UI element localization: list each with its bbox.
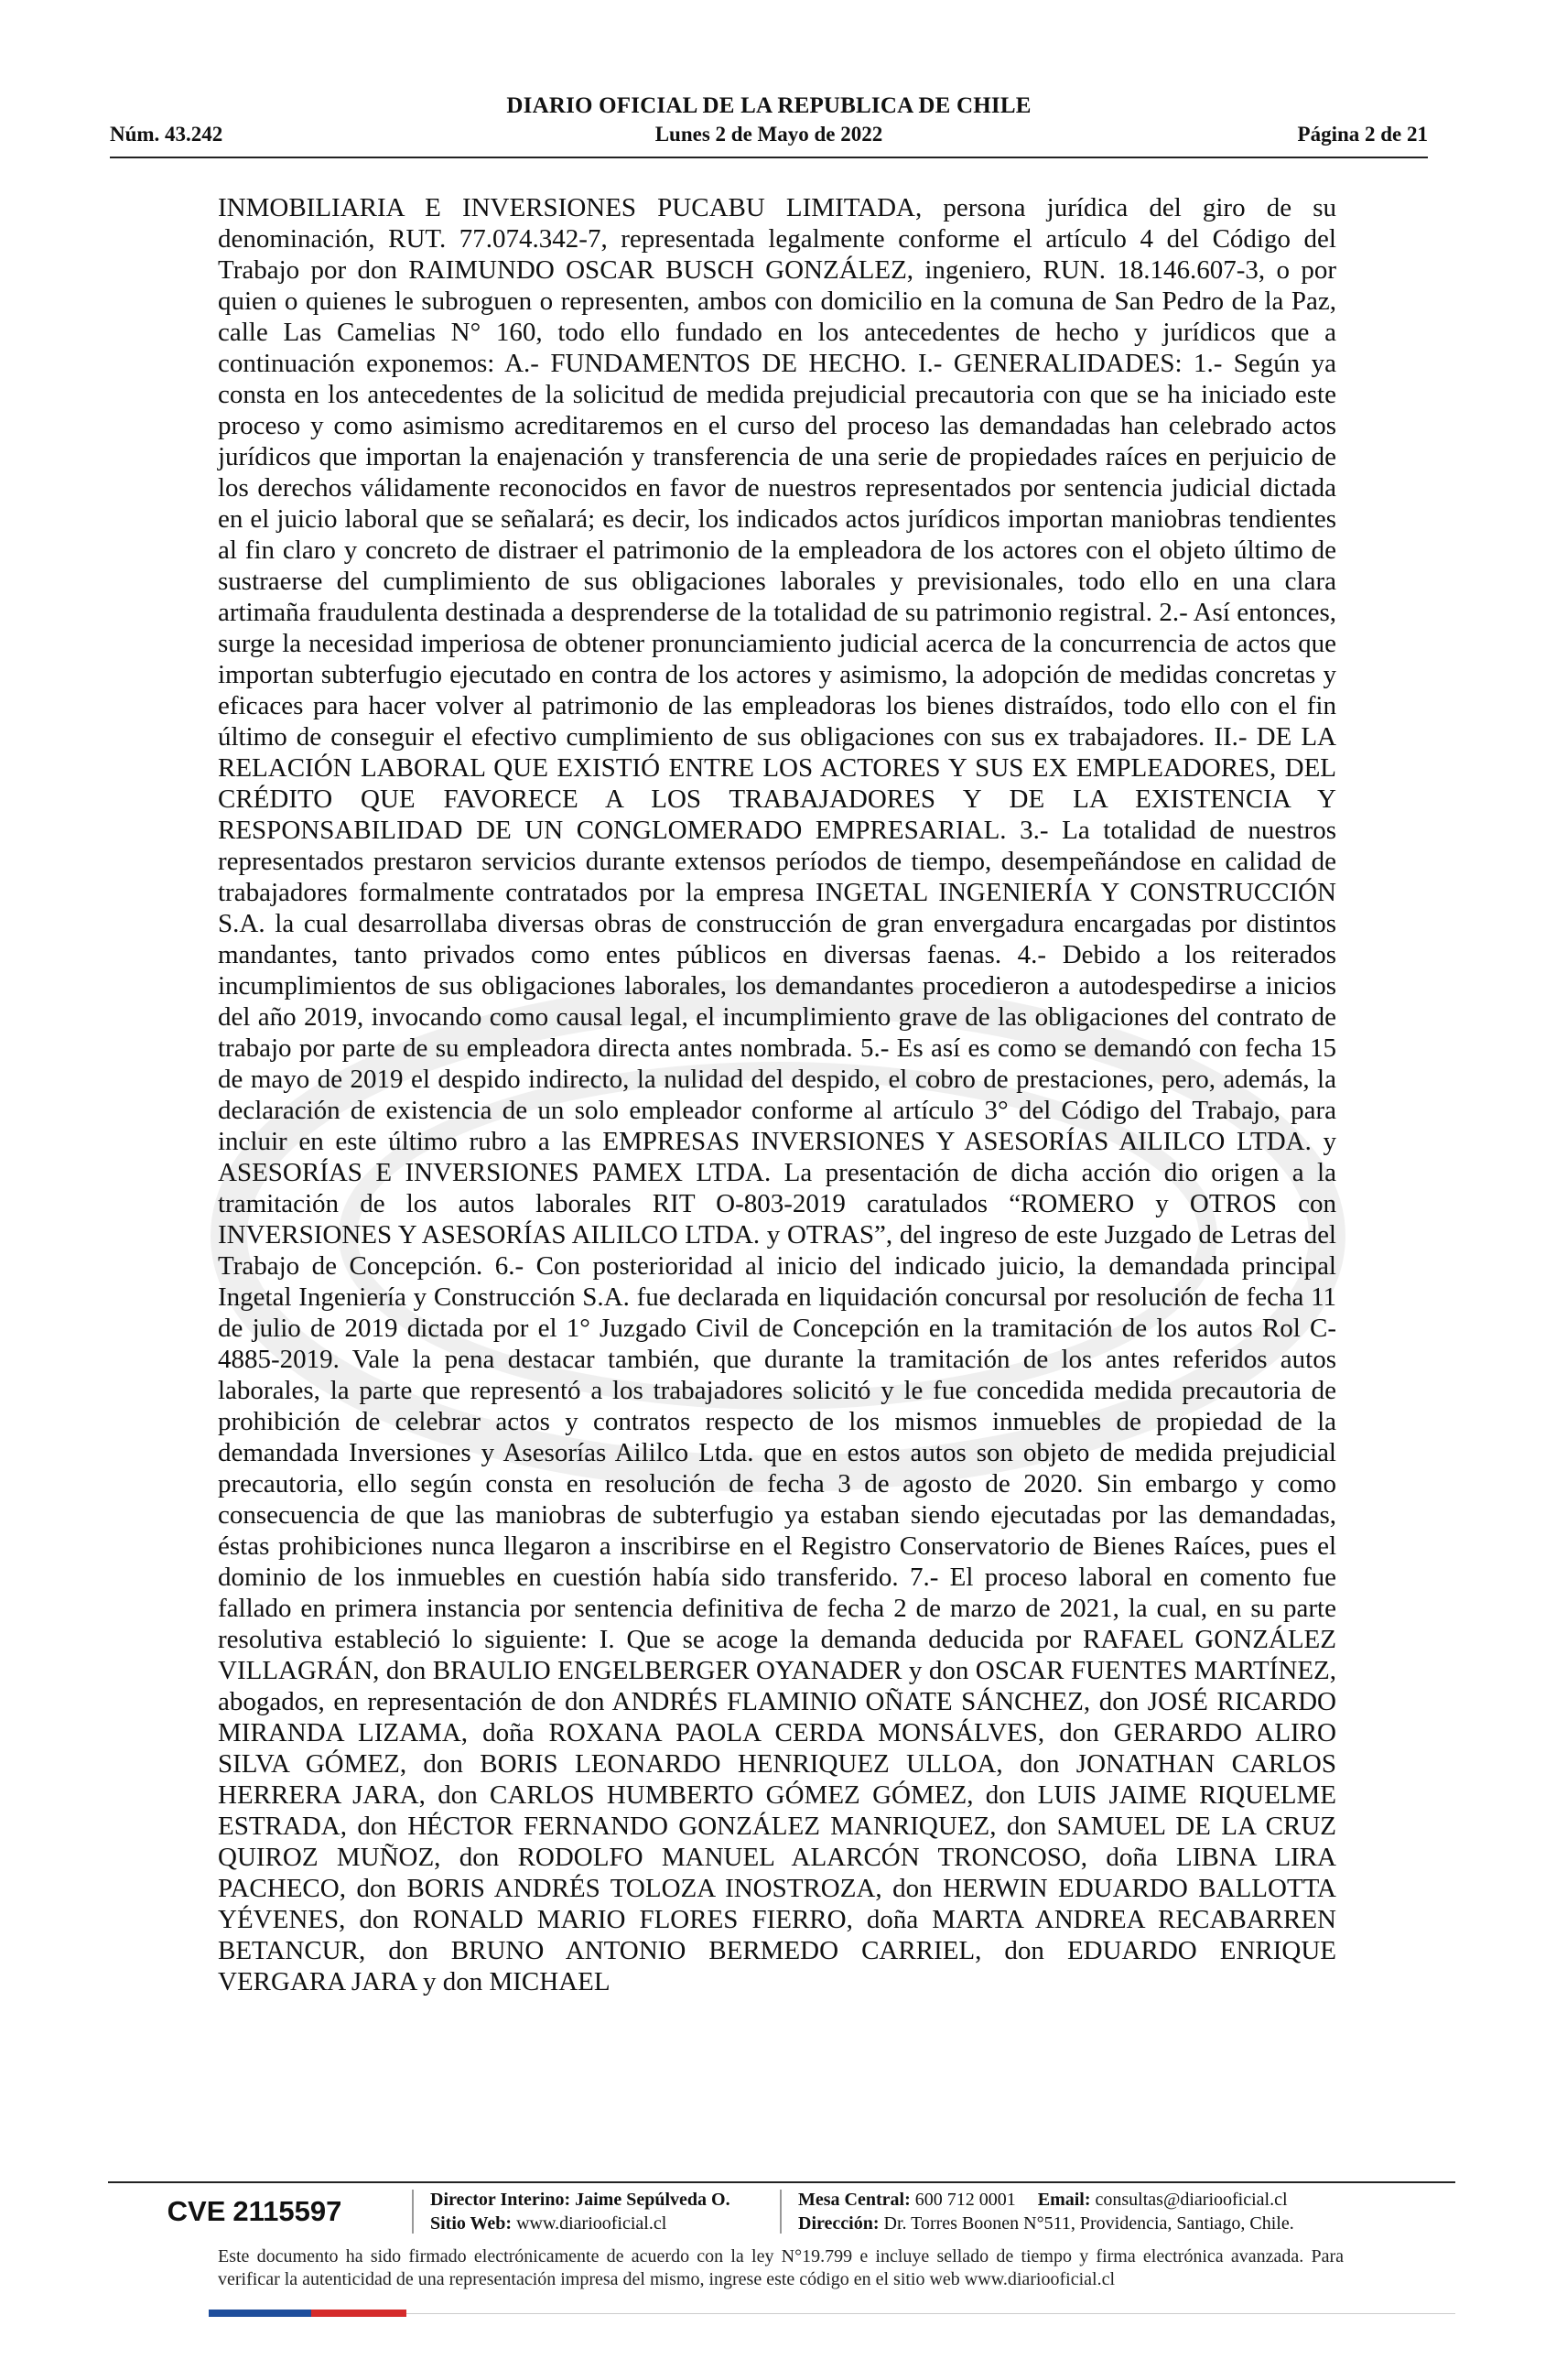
- flag-stripe-red: [311, 2310, 406, 2317]
- email-link[interactable]: consultas@diariooficial.cl: [1095, 2190, 1288, 2210]
- newspaper-title: DIARIO OFICIAL DE LA REPUBLICA DE CHILE: [506, 93, 1032, 118]
- page-indicator: Página 2 de 21: [1297, 123, 1428, 146]
- email-label: Email:: [1037, 2190, 1091, 2210]
- director-label: Director Interino:: [430, 2190, 571, 2210]
- flag-stripe: [209, 2310, 406, 2317]
- signature-notice: Este documento ha sido firmado electrónicamente de acuerdo con la ley N°19.799 e incluye sellado de tiempo y firma electrónica avanzada. Para verificar la autenticidad de una representación impresa del mismo, ingrese este código en el sitio web www.diariooficial.cl: [218, 2246, 1344, 2289]
- document-body: INMOBILIARIA E INVERSIONES PUCABU LIMITADA, persona jurídica del giro de su denominación, RUT. 77.074.342-7, representada legalmente conforme el artículo 4 del Código del Trabajo por don RAIMUNDO OSCAR BUSCH GONZÁLEZ, ingeniero, RUN. 18.146.607-3, o por quien o quienes le subroguen o representen, ambos con domicilio en la comuna de San Pedro de la Paz, calle Las Camelias N° 160, todo ello fundado en los antecedentes de hecho y jurídicos que a continuación exponemos: A.- FUNDAMENTOS DE HECHO. I.- GENERALIDADES: 1.- Según ya consta en los antecedentes de la solicitud de medida prejudicial precautoria con que se ha iniciado este proceso y como asimismo acreditaremos en el curso del proceso las demandadas han celebrado actos jurídicos que importan la enajenación y transferencia de una serie de propiedades raíces en perjuicio de los derechos válidamente reconocidos en favor de nuestros representados por sentencia judicial dictada en el juicio laboral que se señalará; es decir, los indicados actos jurídicos importan maniobras tendientes al fin claro y concreto de distraer el patrimonio de la empleadora de los actores con el objeto último de sustraerse del cumplimiento de sus obligaciones laborales y previsionales, todo ello en una clara artimaña fraudulenta destinada a desprenderse de la totalidad de su patrimonio registral. 2.- Así entonces, surge la necesidad imperiosa de obtener pronunciamiento judicial acerca de la concurrencia de actos que importan subterfugio ejecutado en contra de los actores y asimismo, la adopción de medidas concretas y eficaces para hacer volver al patrimonio de las empleadoras los bienes distraídos, todo ello con el fin último de conseguir el efectivo cumplimiento de sus obligaciones con sus ex trabajadores. II.- DE LA RELACIÓN LABORAL QUE EXISTIÓ ENTRE LOS ACTORES Y SUS EX EMPLEADORES, DEL CRÉDITO QUE FAVORECE A LOS TRABAJADORES Y DE LA EXISTENCIA Y RESPONSABILIDAD DE UN CONGLOMERADO EMPRESARIAL. 3.- La totalidad de nuestros representados prestaron servicios durante extensos períodos de tiempo, desempeñándose en calidad de trabajadores formalmente contratados por la empresa INGETAL INGENIERÍA Y CONSTRUCCIÓN S.A. la cual desarrollaba diversas obras de construcción de gran envergadura encargadas por distintos mandantes, tanto privados como entes públicos en diversas faenas. 4.- Debido a los reiterados incumplimientos de sus obligaciones laborales, los demandantes procedieron a autodespedirse a inicios del año 2019, invocando como causal legal, el incumplimiento grave de las obligaciones del contrato de trabajo por parte de su empleadora directa antes nombrada. 5.- Es así es como se demandó con fecha 15 de mayo de 2019 el despido indirecto, la nulidad del despido, el cobro de prestaciones, pero, además, la declaración de existencia de un solo empleador conforme al artículo 3° del Código del Trabajo, para incluir en este último rubro a las EMPRESAS INVERSIONES Y ASESORÍAS AILILCO LTDA. y ASESORÍAS E INVERSIONES PAMEX LTDA. La presentación de dicha acción dio origen a la tramitación de los autos laborales RIT O-803-2019 caratulados “ROMERO y OTROS con INVERSIONES Y ASESORÍAS AILILCO LTDA. y OTRAS”, del ingreso de este Juzgado de Letras del Trabajo de Concepción. 6.- Con posterioridad al inicio del indicado juicio, la demandada principal Ingetal Ingeniería y Construcción S.A. fue declarada en liquidación concursal por resolución de fecha 11 de julio de 2019 dictada por el 1° Juzgado Civil de Concepción en la tramitación de los autos Rol C-4885-2019. Vale la pena destacar también, que durante la tramitación de los antes referidos autos laborales, la parte que representó a los trabajadores solicitó y le fue concedida medida precautoria de prohibición de celebrar actos y contratos respecto de los mismos inmuebles de propiedad de la demandada Inversiones y Asesorías Aililco Ltda. que en estos autos son objeto de medida prejudicial precautoria, ello según consta en resolución de fecha 3 de agosto de 2020. Sin embargo y como consecuencia de que las maniobras de subterfugio ya estaban siendo ejecutadas por las demandadas, éstas prohibiciones nunca llegaron a inscribirse en el Registro Conservatorio de Bienes Raíces, pues el dominio de los inmuebles en cuestión había sido transferido. 7.- El proceso laboral en comento fue fallado en primera instancia por sentencia definitiva de fecha 2 de marzo de 2021, la cual, en su parte resolutiva estableció lo siguiente: I. Que se acoge la demanda deducida por RAFAEL GONZÁLEZ VILLAGRÁN, don BRAULIO ENGELBERGER OYANADER y don OSCAR FUENTES MARTÍNEZ, abogados, en representación de don ANDRÉS FLAMINIO OÑATE SÁNCHEZ, don JOSÉ RICARDO MIRANDA LIZAMA, doña ROXANA PAOLA CERDA MONSÁLVES, don GERARDO ALIRO SILVA GÓMEZ, don BORIS LEONARDO HENRIQUEZ ULLOA, don JONATHAN CARLOS HERRERA JARA, don CARLOS HUMBERTO GÓMEZ GÓMEZ, don LUIS JAIME RIQUELME ESTRADA, don HÉCTOR FERNANDO GONZÁLEZ MANRIQUEZ, don SAMUEL DE LA CRUZ QUIROZ MUÑOZ, don RODOLFO MANUEL ALARCÓN TRONCOSO, doña LIBNA LIRA PACHECO, don BORIS ANDRÉS TOLOZA INOSTROZA, don HERWIN EDUARDO BALLOTTA YÉVENES, don RONALD MARIO FLORES FIERRO, doña MARTA ANDREA RECABARREN BETANCUR, don BRUNO ANTONIO BERMEDO CARRIEL, don EDUARDO ENRIQUE VERGARA JARA y don MICHAEL: [218, 193, 1336, 1996]
- issue-number: Núm. 43.242: [110, 123, 223, 146]
- flag-line: [406, 2313, 1455, 2314]
- footer-contact-column: [793, 2188, 1294, 2235]
- cve-label: CVE: [167, 2195, 226, 2227]
- address-value: Dr. Torres Boonen N°511, Providencia, Santiago, Chile.: [883, 2213, 1294, 2234]
- footer-separator: [780, 2190, 782, 2234]
- website-label: Sitio Web:: [430, 2213, 513, 2234]
- header-row: [110, 121, 1428, 148]
- address-label: Dirección:: [798, 2213, 880, 2234]
- phone-label: Mesa Central:: [798, 2190, 911, 2210]
- footer-rule: [108, 2181, 1455, 2183]
- cve-code: 2115597: [232, 2195, 342, 2227]
- masthead: [110, 92, 1428, 148]
- flag-stripe-blue: [209, 2310, 311, 2317]
- website-link[interactable]: www.diariooficial.cl: [516, 2213, 667, 2234]
- footer-director-column: [425, 2188, 769, 2235]
- director-name: Jaime Sepúlveda O.: [575, 2190, 730, 2210]
- issue-date: Lunes 2 de Mayo de 2022: [654, 123, 883, 146]
- footer-separator: [412, 2190, 414, 2234]
- phone-value: 600 712 0001: [914, 2190, 1016, 2210]
- cve-code-block: [108, 2195, 401, 2227]
- header-rule: [110, 157, 1428, 158]
- footer: [108, 2184, 1455, 2239]
